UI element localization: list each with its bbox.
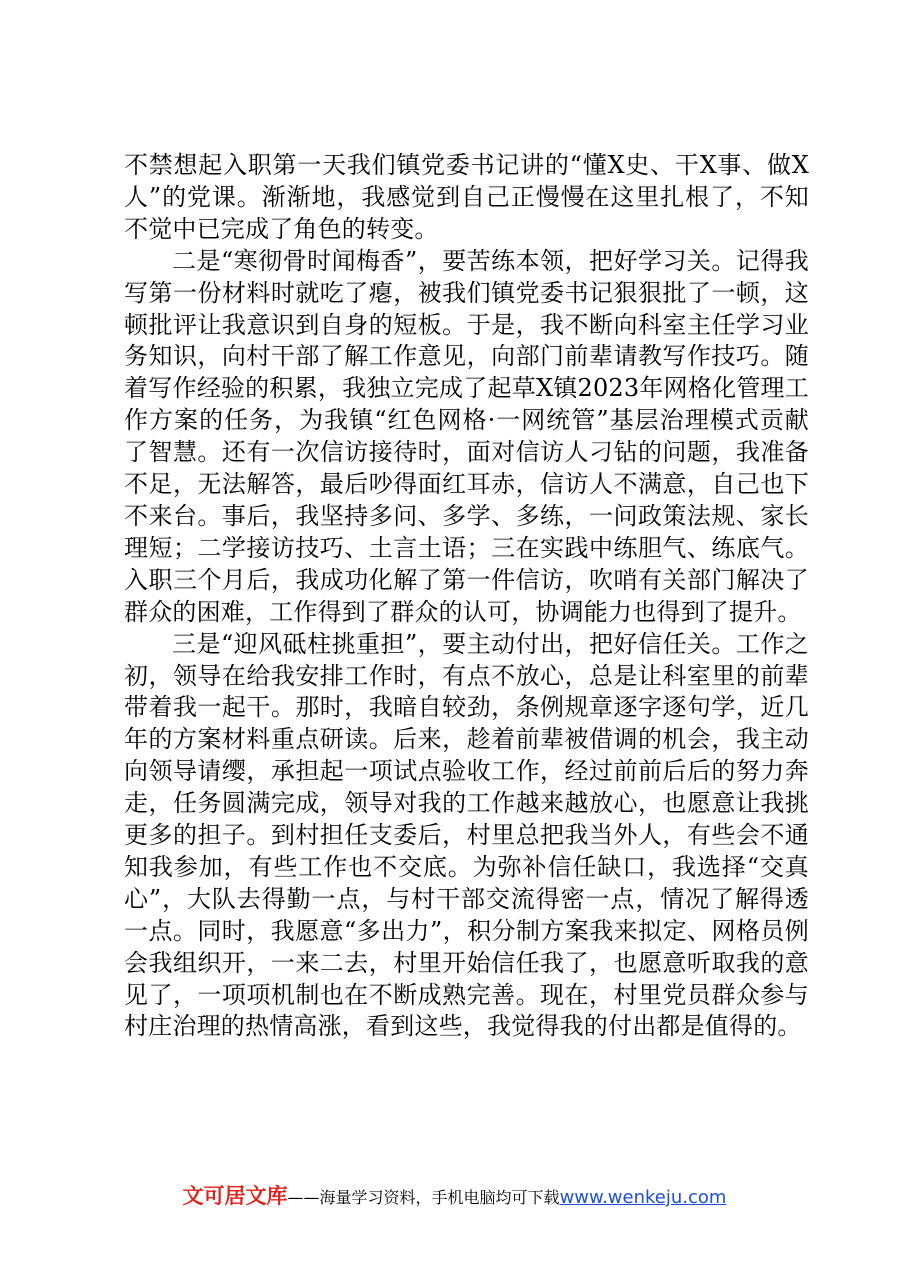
document-body bbox=[124, 150, 809, 1043]
footer-link[interactable]: www.wenkeju.com bbox=[559, 1187, 727, 1208]
paragraph-trust: 三是“迎风砥柱挑重担”，要主动付出，把好信任关。工作之初，领导在给我安排工作时，有点不放心，总是让科室里的前辈带着我一起干。那时，我暗自较劲，条例规章逐字逐句学，近几年的方案材料重点研读。后来，趁着前辈被借调的机会，我主动向领导请缨，承担起一项试点验收工作，经过前前后后的努力奔走，任务圆满完成，领导对我的工作越来越放心，也愿意让我挑更多的担子。到村担任支委后，村里总把我当外人，有些会不通知我参加，有些工作也不交底。为弥补信任缺口，我选择“交真心”，大队去得勤一点，与村干部交流得密一点，情况了解得透一点。同时，我愿意“多出力”，积分制方案我来拟定、网格员例会我组织开，一来二去，村里开始信任我了，也愿意听取我的意见了，一项项机制也在不断成熟完善。现在，村里党员群众参与村庄治理的热情高涨，看到这些，我觉得我的付出都是值得的。 bbox=[124, 629, 809, 1041]
footer-banner bbox=[0, 1180, 909, 1210]
footer-dash: —— bbox=[287, 1188, 320, 1207]
paragraph-study: 二是“寒彻骨时闻梅香”，要苦练本领，把好学习关。记得我写第一份材料时就吃了瘪，被我们镇党委书记狠狠批了一顿，这顿批评让我意识到自身的短板。于是，我不断向科室主任学习业务知识，向村干部了解工作意见，向部门前辈请教写作技巧。随着写作经验的积累，我独立完成了起草X镇2023年网格化管理工作方案的任务，为我镇“红色网格·一网统管”基层治理模式贡献了智慧。还有一次信访接待时，面对信访人刁钻的问题，我准备不足，无法解答，最后吵得面红耳赤，信访人不满意，自己也下不来台。事后，我坚持多问、多学、多练，一问政策法规、家长理短；二学接访技巧、土言土语；三在实践中练胆气、练底气。入职三个月后，我成功化解了第一件信访，吹哨有关部门解决了群众的困难，工作得到了群众的认可，协调能力也得到了提升。 bbox=[124, 246, 809, 626]
paragraph-continuation: 不禁想起入职第一天我们镇党委书记讲的“懂X史、干X事、做X人”的党课。渐渐地，我感觉到自己正慢慢在这里扎根了，不知不觉中已完成了角色的转变。 bbox=[124, 151, 809, 243]
footer-tagline: 海量学习资料，手机电脑均可下载 bbox=[319, 1188, 560, 1207]
footer-brand-name: 文可居文库 bbox=[182, 1184, 288, 1208]
